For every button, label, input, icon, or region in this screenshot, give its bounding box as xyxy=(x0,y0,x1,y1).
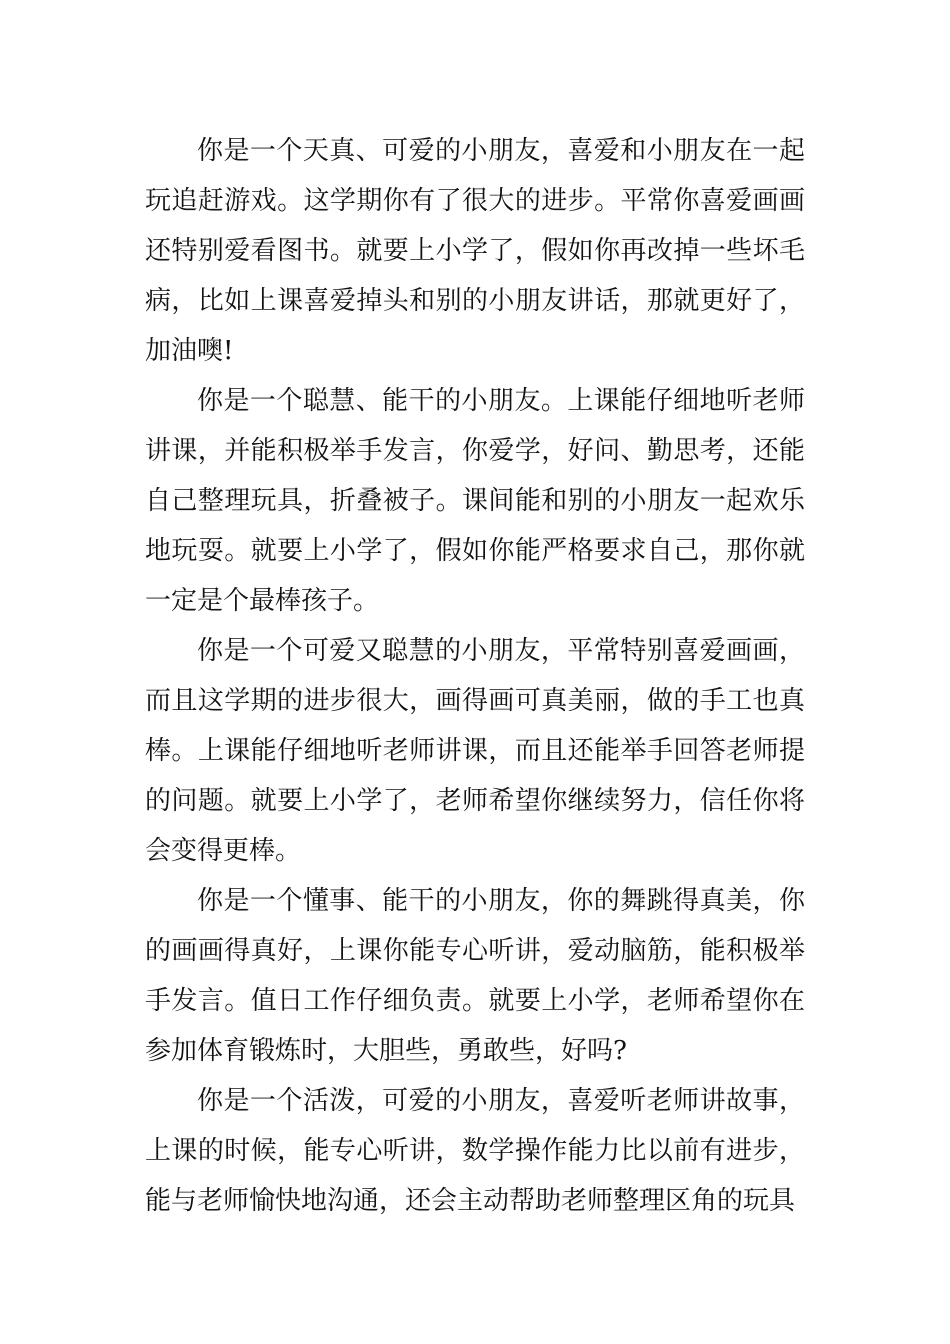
paragraph-5: 你是一个活泼，可爱的小朋友，喜爱听老师讲故事，上课的时候，能专心听讲，数学操作能力比以前有进步，能与老师愉快地沟通，还会主动帮助老师整理区角的玩具 xyxy=(145,1086,805,1216)
document-body xyxy=(145,126,805,1226)
paragraph-2: 你是一个聪慧、能干的小朋友。上课能仔细地听老师讲课，并能积极举手发言，你爱学，好问、勤思考，还能自己整理玩具，折叠被子。课间能和别的小朋友一起欢乐地玩耍。就要上小学了，假如你能严格要求自己，那你就一定是个最棒孩子。 xyxy=(145,386,805,616)
paragraph-1: 你是一个天真、可爱的小朋友，喜爱和小朋友在一起玩追赶游戏。这学期你有了很大的进步。平常你喜爱画画还特别爱看图书。就要上小学了，假如你再改掉一些坏毛病，比如上课喜爱掉头和别的小朋友讲话，那就更好了，加油噢! xyxy=(145,136,805,366)
paragraph-4: 你是一个懂事、能干的小朋友，你的舞跳得真美，你的画画得真好，上课你能专心听讲，爱动脑筋，能积极举手发言。值日工作仔细负责。就要上小学，老师希望你在参加体育锻炼时，大胆些，勇敢些，好吗? xyxy=(145,886,805,1066)
paragraph-3: 你是一个可爱又聪慧的小朋友，平常特别喜爱画画，而且这学期的进步很大，画得画可真美丽，做的手工也真棒。上课能仔细地听老师讲课，而且还能举手回答老师提的问题。就要上小学了，老师希望你继续努力，信任你将会变得更棒。 xyxy=(145,636,805,866)
